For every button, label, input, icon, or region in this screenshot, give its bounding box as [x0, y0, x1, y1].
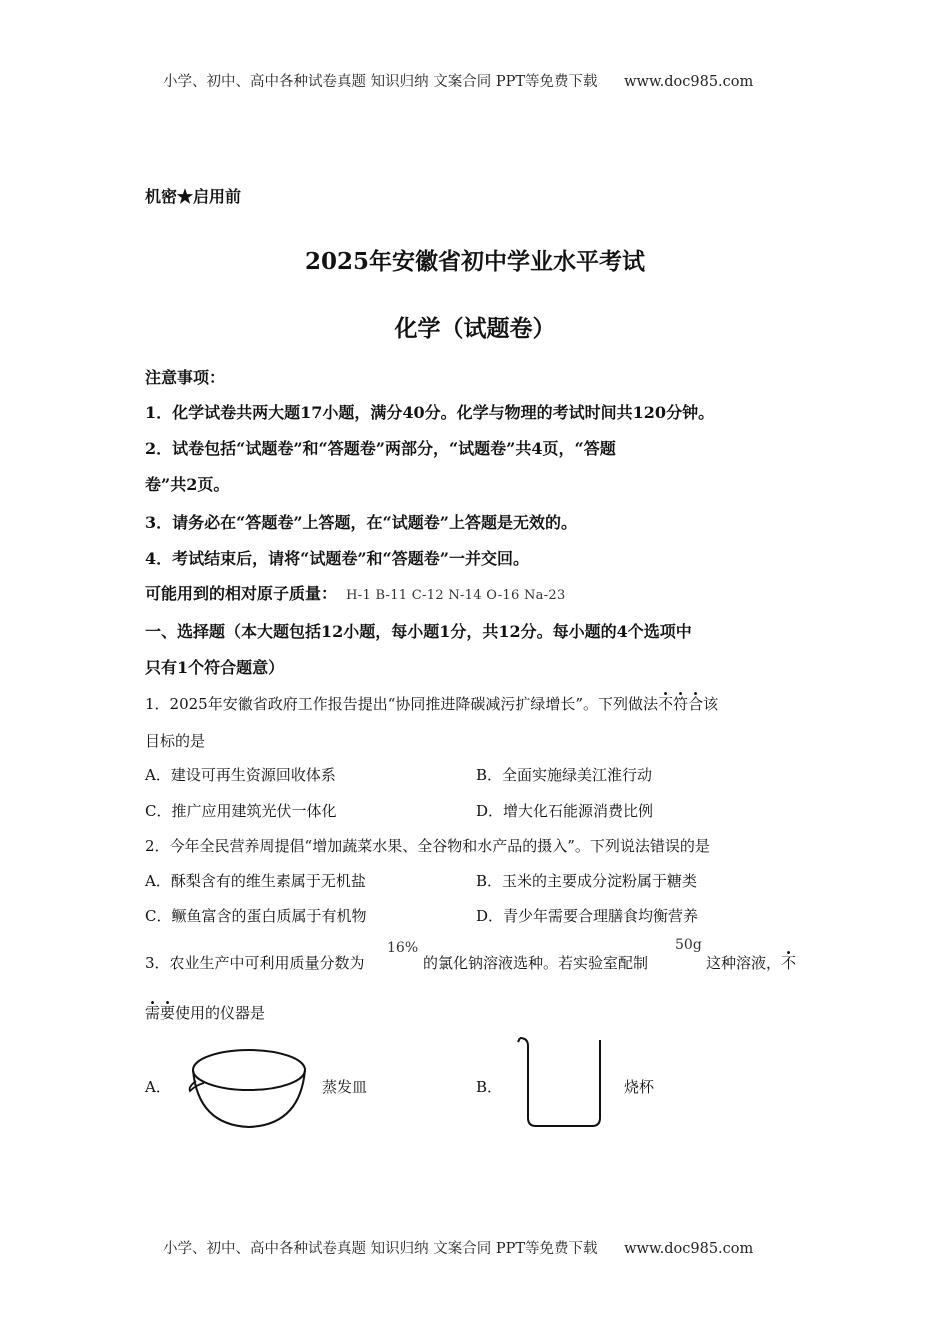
page-header [163, 70, 753, 91]
beaker-lip [518, 1038, 520, 1042]
q3-option-b-label: B． [476, 1078, 503, 1096]
evaporating-dish-figure [186, 1045, 308, 1129]
q3-option-b-name: 烧杯 [624, 1078, 655, 1096]
q1-option-a: A．建设可再生资源回收体系 [145, 766, 336, 784]
q1-option-b: B．全面实施绿美江淮行动 [476, 766, 653, 784]
q3-option-a-name: 蒸发皿 [322, 1078, 368, 1096]
notice-item-3: 3．请务必在“答题卷”上答题，在“试题卷”上答题是无效的。 [145, 513, 577, 532]
q1-stem-a: 1．2025年安徽省政府工作报告提出“协同推进降碳减污扩绿增长”。下列做法 [145, 695, 659, 713]
q1-option-c: C．推广应用建筑光伏一体化 [145, 802, 337, 820]
page-footer [163, 1237, 753, 1258]
atomic-mass-label: 可能用到的相对原子质量： [145, 584, 338, 603]
notice-item-2a: 2．试卷包括“试题卷”和“答题卷”两部分，“试题卷”共4页，“答题 [145, 439, 616, 458]
footer-url[interactable]: www.doc985.com [624, 1241, 754, 1257]
q3-option-a-label: A． [145, 1078, 171, 1096]
q3-mass: 50g [675, 937, 702, 953]
dish-rim [193, 1050, 305, 1090]
q3-stem-c: 这种溶液， [706, 954, 782, 972]
classification-label: 机密★启用前 [145, 187, 242, 206]
header-text: 小学、初中、高中各种试卷真题 知识归纳 文案合同 PPT等免费下载 [163, 74, 598, 90]
q3-stem-c-wrap [706, 952, 796, 973]
exam-subtitle: 化学（试题卷） [394, 315, 556, 342]
notice-item-4: 4．考试结束后，请将“试题卷”和“答题卷”一并交回。 [145, 549, 529, 568]
q1-stem-c: 目标的是 [145, 732, 206, 750]
beaker-figure [516, 1034, 608, 1130]
header-url[interactable]: www.doc985.com [624, 74, 754, 90]
q3-stem-b: 的氯化钠溶液选种。若实验室配制 [423, 954, 649, 972]
q2-option-a: A．酥梨含有的维生素属于无机盐 [145, 872, 366, 890]
footer-text: 小学、初中、高中各种试卷真题 知识归纳 文案合同 PPT等免费下载 [163, 1241, 598, 1257]
notice-item-2b: 卷”共2页。 [145, 475, 230, 494]
q2-option-b: B．玉米的主要成分淀粉属于糖类 [476, 872, 698, 890]
q2-stem: 2．今年全民营养周提倡“增加蔬菜水果、全谷物和水产品的摄入”。下列说法错误的是 [145, 837, 710, 855]
q3-stem-d: 使用的仪器是 [175, 1004, 266, 1022]
q2-option-c: C．鳜鱼富含的蛋白质属于有机物 [145, 907, 367, 925]
notice-heading: 注意事项： [145, 368, 226, 387]
notice-item-1: 1．化学试卷共两大题17小题，满分40分。化学与物理的考试时间共120分钟。 [145, 403, 715, 422]
beaker-body [520, 1038, 600, 1126]
q2-option-d: D．青少年需要合理膳食均衡营养 [476, 907, 699, 925]
dish-bowl [193, 1070, 305, 1127]
q1-stem [145, 693, 718, 714]
q1-stem-b: 该 [703, 695, 719, 713]
q3-stem-a: 3．农业生产中可利用质量分数为 [145, 954, 365, 972]
q3-emphasis-1: 不 [781, 954, 797, 972]
section1-line1: 一、选择题（本大题包括12小题，每小题1分，共12分。每小题的4个选项中 [145, 622, 692, 641]
q1-option-d: D．增大化石能源消费比例 [476, 802, 654, 820]
section1-line2: 只有1个符合题意） [145, 658, 285, 677]
q1-emphasis: 不符合 [658, 695, 704, 713]
q3-percent: 16% [387, 940, 419, 956]
exam-title: 2025年安徽省初中学业水平考试 [304, 248, 645, 275]
atomic-mass-values: H-1 B-11 C-12 N-14 O-16 Na-23 [346, 588, 566, 603]
q3-emphasis-2: 需要 [145, 1004, 176, 1022]
q3-stem-d-wrap [145, 1002, 265, 1023]
atomic-mass-row [145, 581, 566, 604]
